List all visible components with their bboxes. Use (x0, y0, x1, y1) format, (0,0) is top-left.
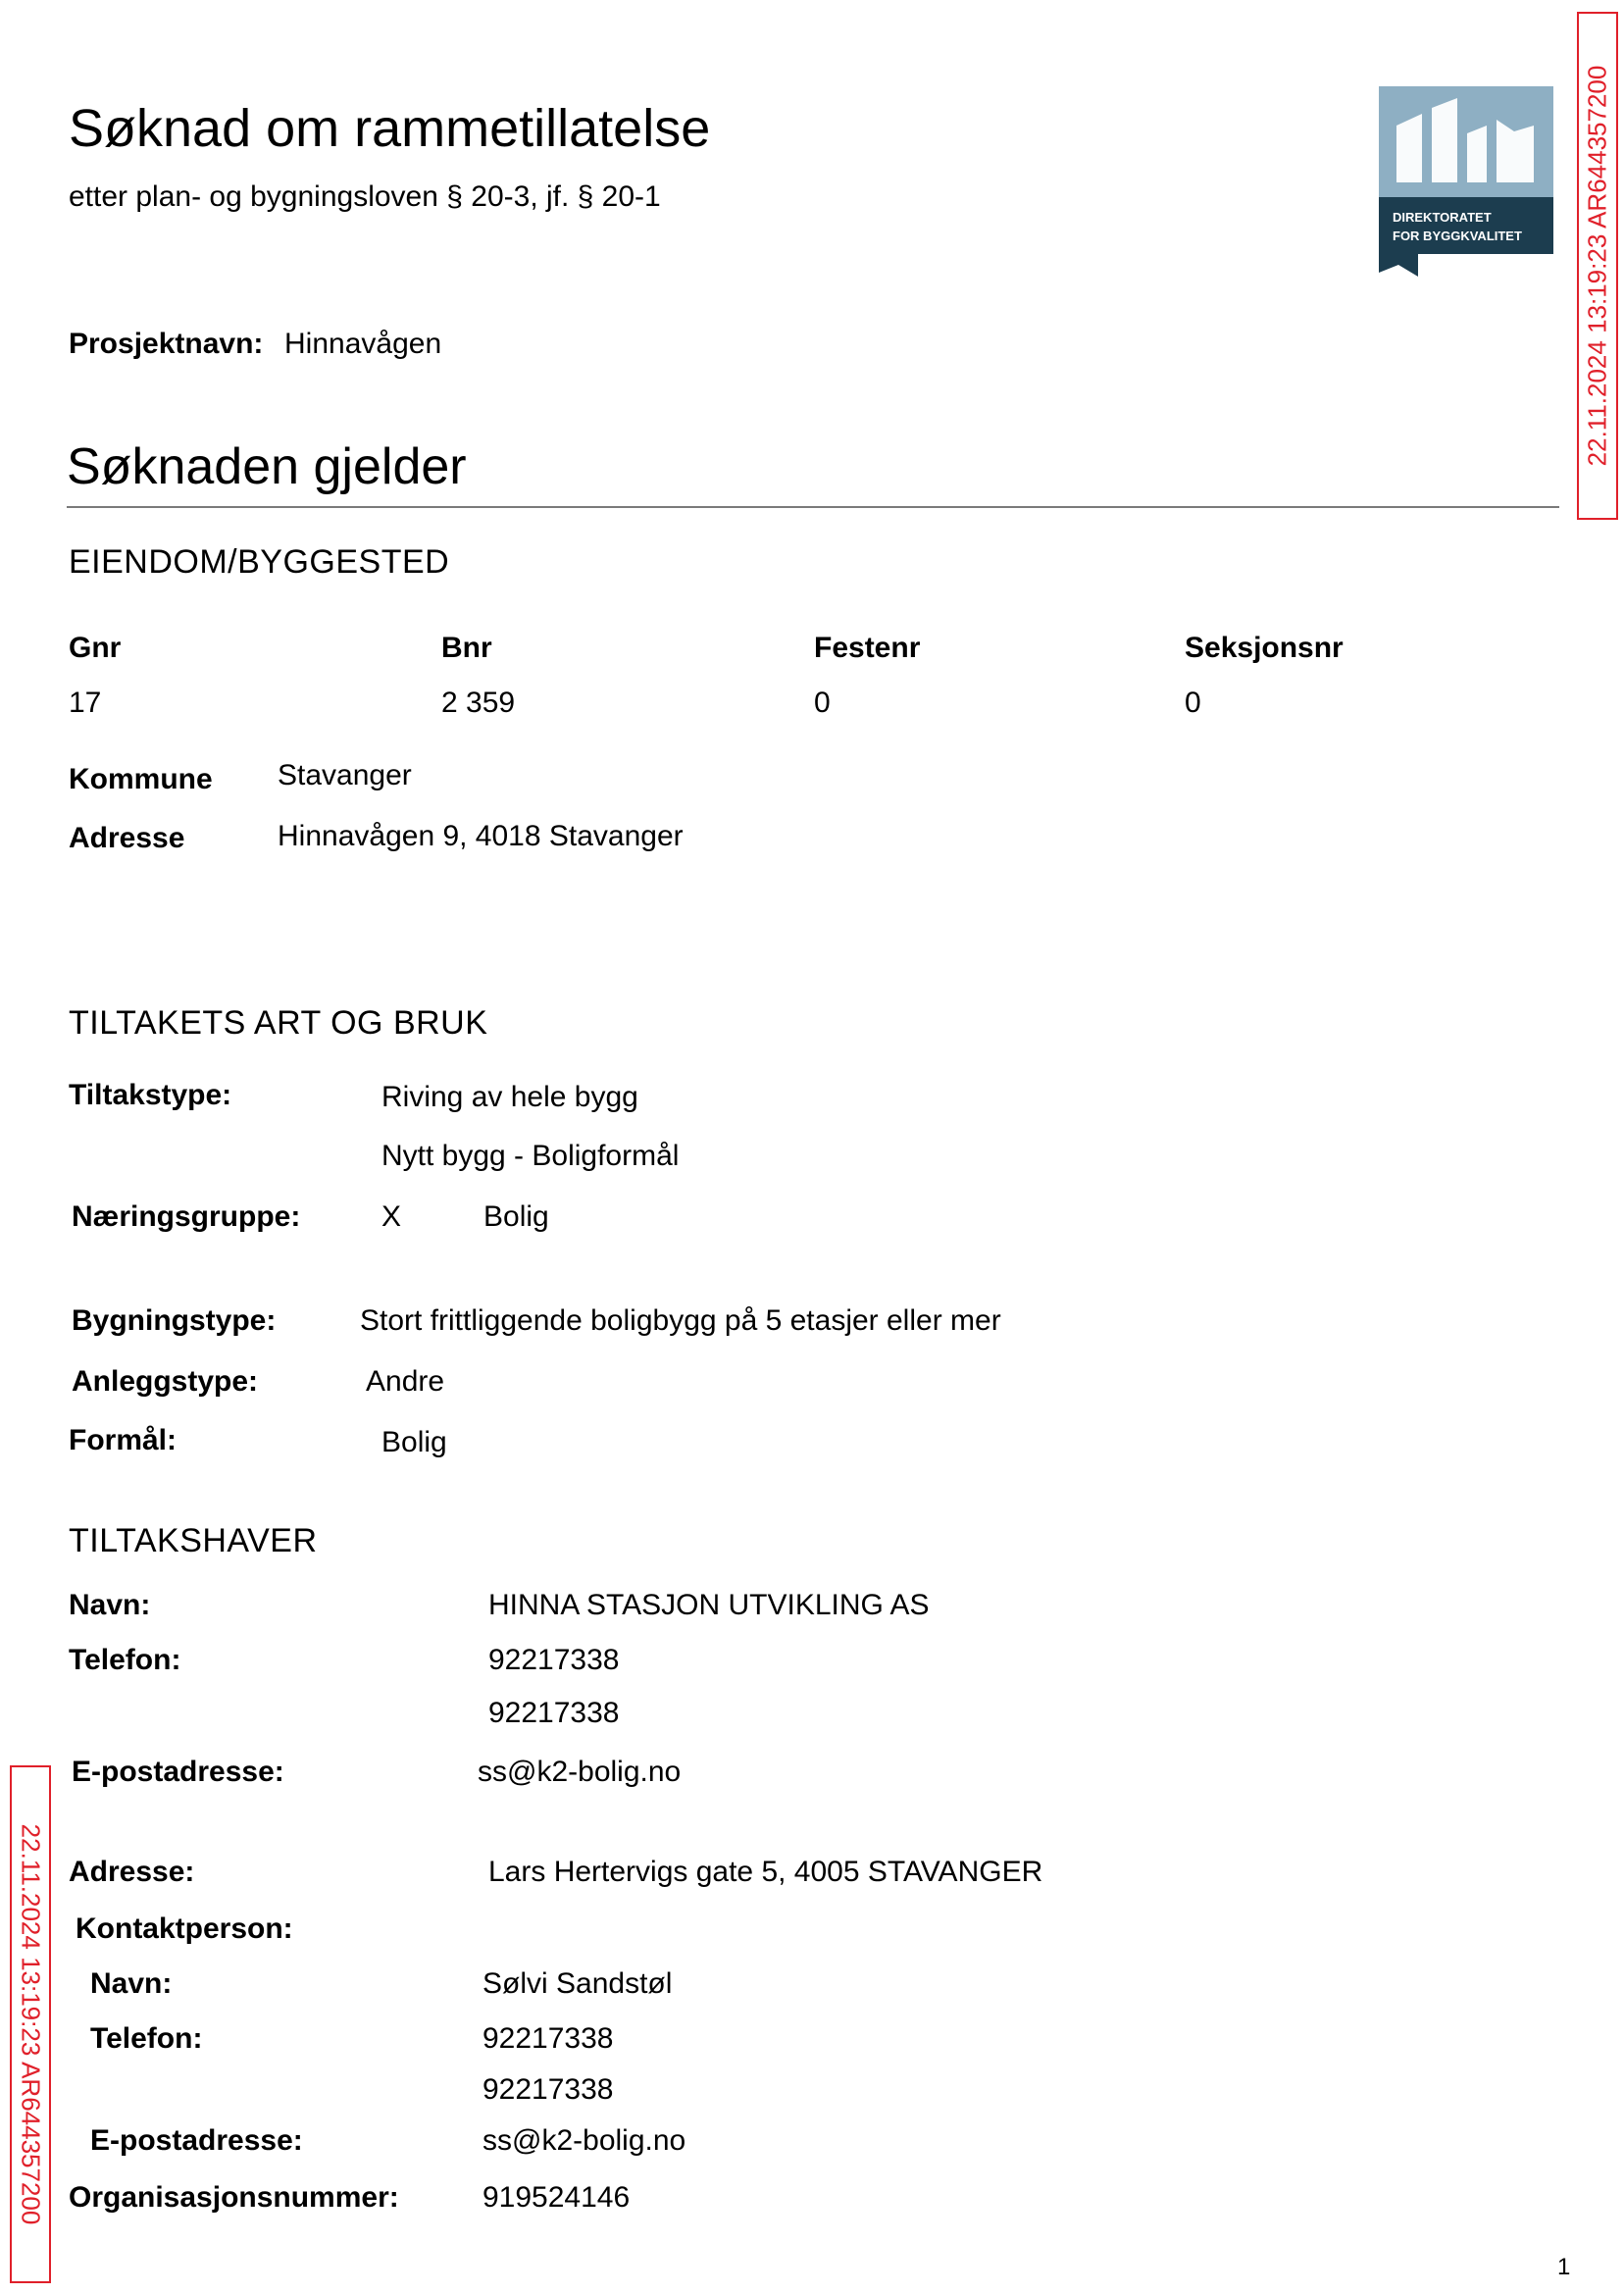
adresse-label: Adresse (69, 822, 185, 854)
kontakt-epost-label: E-postadresse: (90, 2124, 303, 2157)
page-number: 1 (1557, 2254, 1571, 2280)
festenr-label: Festenr (814, 632, 921, 664)
timestamp-stamp-left (10, 1765, 51, 2283)
kommune-label: Kommune (69, 763, 213, 795)
dibk-logo (1379, 86, 1553, 277)
kontakt-navn-label: Navn: (90, 1967, 173, 2000)
anleggstype-value: Andre (366, 1365, 445, 1398)
tiltakshaver-navn-label: Navn: (69, 1589, 151, 1621)
gnr-value: 17 (69, 687, 102, 719)
formal-value: Bolig (381, 1426, 447, 1458)
tiltakshaver-adresse-label: Adresse: (69, 1856, 195, 1888)
gnr-label: Gnr (69, 632, 122, 664)
festenr-value: 0 (814, 687, 831, 719)
tiltakshaver-telefon-label: Telefon: (69, 1644, 181, 1676)
tiltakshaver-telefon-value-2: 92217338 (488, 1697, 620, 1729)
kontakt-navn-value: Sølvi Sandstøl (482, 1967, 673, 2000)
logo-text-line-2: FOR BYGGKVALITET (1393, 229, 1522, 243)
timestamp-stamp-text: 22.11.2024 13:19:23 AR644357200 (1582, 65, 1612, 467)
timestamp-stamp-left-text: 22.11.2024 13:19:23 AR644357200 (16, 1823, 46, 2225)
organisasjonsnummer-value: 919524146 (482, 2181, 631, 2214)
timestamp-stamp-right (1577, 12, 1618, 520)
naeringsgruppe-code: X (381, 1200, 402, 1233)
seksjonsnr-label: Seksjonsnr (1185, 632, 1344, 664)
naeringsgruppe-label: Næringsgruppe: (72, 1200, 301, 1233)
section-divider (67, 506, 1559, 508)
kontakt-telefon-value-1: 92217338 (482, 2022, 614, 2055)
project-name-label: Prosjektnavn: (69, 328, 264, 360)
page-title: Søknad om rammetillatelse (69, 99, 711, 158)
kontakt-telefon-value-2: 92217338 (482, 2073, 614, 2106)
kontakt-telefon-label: Telefon: (90, 2022, 203, 2055)
project-name-value: Hinnavågen (284, 328, 442, 360)
formal-label: Formål: (69, 1424, 178, 1456)
seksjonsnr-value: 0 (1185, 687, 1201, 719)
tiltakstype-value-1: Riving av hele bygg (381, 1081, 638, 1113)
organisasjonsnummer-label: Organisasjonsnummer: (69, 2181, 399, 2214)
tiltakshaver-heading: TILTAKSHAVER (69, 1522, 318, 1559)
anleggstype-label: Anleggstype: (72, 1365, 259, 1398)
tiltakshaver-epost-value: ss@k2-bolig.no (478, 1756, 682, 1788)
tiltakstype-value-2: Nytt bygg - Boligformål (381, 1140, 680, 1172)
property-heading: EIENDOM/BYGGESTED (69, 543, 450, 581)
bnr-label: Bnr (441, 632, 492, 664)
tiltakstype-label: Tiltakstype: (69, 1079, 232, 1111)
page-subtitle: etter plan- og bygningsloven § 20-3, jf. § 20-1 (69, 180, 661, 213)
naeringsgruppe-value: Bolig (483, 1200, 549, 1233)
kontakt-epost-value: ss@k2-bolig.no (482, 2124, 686, 2157)
tiltakshaver-navn-value: HINNA STASJON UTVIKLING AS (488, 1589, 930, 1621)
tiltakshaver-adresse-value: Lars Hertervigs gate 5, 4005 STAVANGER (488, 1856, 1043, 1888)
bygningstype-value: Stort frittliggende boligbygg på 5 etasjer eller mer (360, 1304, 1001, 1337)
tiltakshaver-telefon-value-1: 92217338 (488, 1644, 620, 1676)
tiltak-heading: TILTAKETS ART OG BRUK (69, 1004, 488, 1042)
tiltakshaver-epost-label: E-postadresse: (72, 1756, 284, 1788)
bnr-value: 2 359 (441, 687, 516, 719)
adresse-value: Hinnavågen 9, 4018 Stavanger (278, 820, 684, 852)
kontaktperson-label: Kontaktperson: (76, 1912, 293, 1945)
logo-text-line-1: DIREKTORATET (1393, 210, 1492, 225)
bygningstype-label: Bygningstype: (72, 1304, 277, 1337)
kommune-value: Stavanger (278, 759, 412, 791)
section-title: Søknaden gjelder (67, 438, 467, 495)
